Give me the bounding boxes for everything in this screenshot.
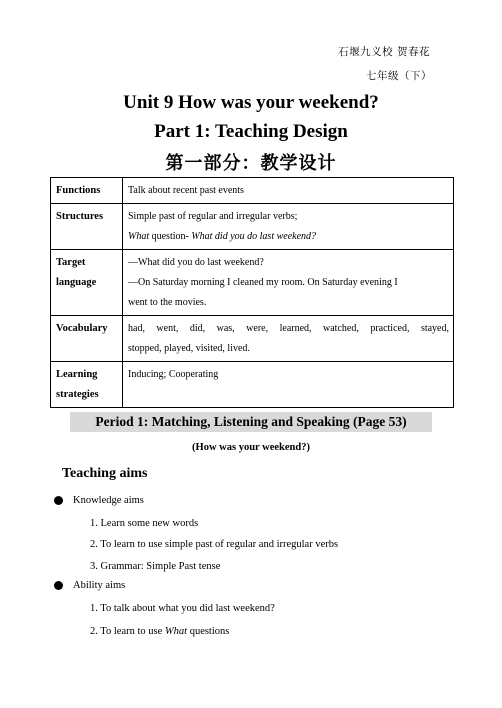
table-row-target-language bbox=[51, 250, 454, 316]
strategies-label-line-1: Learning bbox=[56, 369, 98, 380]
teaching-design-table bbox=[50, 177, 454, 408]
knowledge-item-2: 2. To learn to use simple past of regular and irregular verbs bbox=[90, 539, 339, 550]
table-row-structures bbox=[51, 204, 454, 250]
table-row-learning-strategies bbox=[51, 362, 454, 408]
vocabulary-label: Vocabulary bbox=[51, 316, 123, 362]
chinese-title: 第一部分：教学设计 bbox=[165, 153, 337, 174]
strategies-label-line-2: strategies bbox=[56, 389, 99, 400]
part-title: Part 1: Teaching Design bbox=[154, 121, 348, 142]
vocabulary-value bbox=[123, 316, 454, 362]
structures-label: Structures bbox=[51, 204, 123, 250]
functions-value: Talk about recent past events bbox=[123, 178, 454, 204]
vocabulary-line-1: had, went, did, was, were, learned, watched, practiced, stayed, bbox=[128, 323, 449, 334]
structures-italic-question: What did you do last weekend? bbox=[191, 231, 317, 242]
ability-item-2-suffix: questions bbox=[187, 626, 230, 637]
learning-strategies-value: Inducing; Cooperating bbox=[123, 362, 454, 408]
learning-strategies-label bbox=[51, 362, 123, 408]
target-label-line-2: language bbox=[56, 277, 97, 288]
unit-title: Unit 9 How was your weekend? bbox=[123, 92, 379, 113]
target-language-label bbox=[51, 250, 123, 316]
structures-line-1: Simple past of regular and irregular verbs; bbox=[128, 211, 298, 222]
structures-question-text: question- bbox=[149, 231, 192, 242]
knowledge-item-1: 1. Learn some new words bbox=[90, 518, 199, 529]
header-grade: 七年级（下） bbox=[366, 70, 432, 82]
table-row-vocabulary bbox=[51, 316, 454, 362]
target-line-2: —On Saturday morning I cleaned my room. On Saturday evening I bbox=[128, 277, 398, 288]
ability-item-1: 1. To talk about what you did last weekend? bbox=[90, 603, 275, 614]
knowledge-aims-bullet bbox=[54, 495, 144, 506]
target-label-line-1: Target bbox=[56, 257, 86, 268]
header-school-author: 石堰九义校 贺春花 bbox=[338, 46, 430, 58]
ability-item-2-prefix: 2. To learn to use bbox=[90, 626, 165, 637]
target-line-1: —What did you do last weekend? bbox=[128, 257, 264, 268]
ability-item-2-italic: What bbox=[164, 626, 188, 637]
table-row-functions bbox=[51, 178, 454, 204]
functions-label: Functions bbox=[51, 178, 123, 204]
bullet-dot-icon bbox=[54, 496, 63, 505]
knowledge-aims-label: Knowledge aims bbox=[73, 495, 144, 506]
ability-item-2 bbox=[90, 626, 229, 637]
period-subtitle: (How was your weekend?) bbox=[192, 442, 310, 453]
target-line-3: went to the movies. bbox=[128, 297, 207, 308]
ability-aims-label: Ability aims bbox=[73, 580, 126, 591]
bullet-dot-icon bbox=[54, 581, 63, 590]
vocabulary-line-2: stopped, played, visited, lived. bbox=[128, 343, 250, 354]
knowledge-item-3: 3. Grammar: Simple Past tense bbox=[90, 561, 221, 572]
period-title: Period 1: Matching, Listening and Speaking (Page 53) bbox=[70, 412, 432, 432]
structures-line-2 bbox=[128, 227, 449, 247]
ability-aims-bullet bbox=[54, 580, 125, 591]
structures-value bbox=[123, 204, 454, 250]
target-language-value bbox=[123, 250, 454, 316]
structures-italic-what: What bbox=[128, 231, 150, 242]
teaching-aims-heading: Teaching aims bbox=[62, 466, 148, 481]
